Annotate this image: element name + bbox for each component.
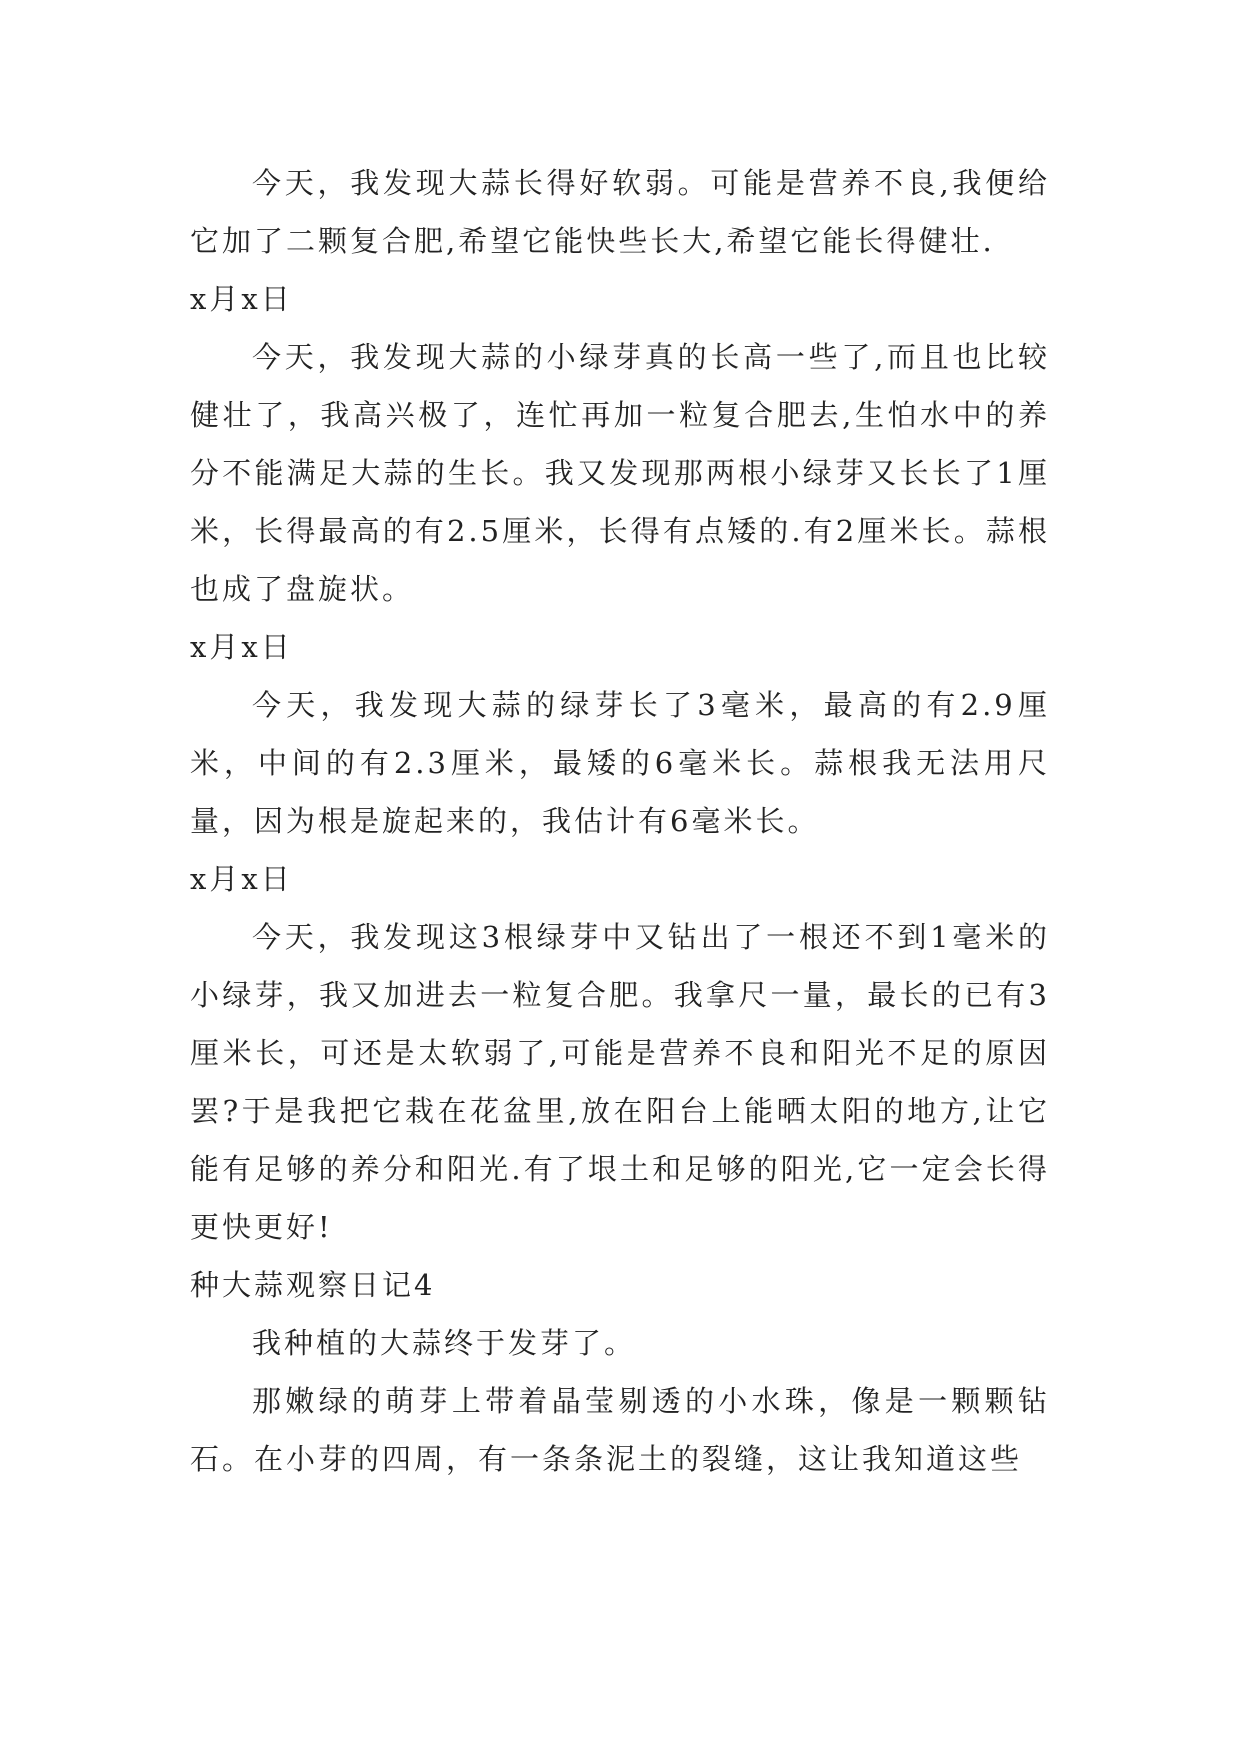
diary-date: x月x日 (190, 862, 293, 896)
paragraph-new-sprout: 今天，我发现这3根绿芽中又钻出了一根还不到1毫米的小绿芽，我又加进去一粒复合肥。我拿尺一量，最长的已有3厘米长，可还是太软弱了,可能是营养不良和阳光不足的原因罢?于是我把它栽在花盆里,放在阳台上能晒太阳的地方,让它能有足够的养分和阳光.有了垠土和足够的阳光,它一定会长得更快更好! (190, 920, 1050, 1244)
section-heading: 种大蒜观察日记4 (190, 1268, 436, 1302)
document-body (190, 154, 1050, 1488)
paragraph-sprouts-taller: 今天，我发现大蒜的小绿芽真的长高一些了,而且也比较健壮了，我高兴极了，连忙再加一粒复合肥去,生怕水中的养分不能满足大蒜的生长。我又发现那两根小绿芽又长长了1厘米，长得最高的有2.5厘米，长得有点矮的.有2厘米长。蒜根也成了盘旋状。 (190, 340, 1050, 606)
diary-date: x月x日 (190, 282, 293, 316)
diary-date: x月x日 (190, 630, 293, 664)
paragraph-weak-garlic: 今天，我发现大蒜长得好软弱。可能是营养不良,我便给它加了二颗复合肥,希望它能快些长大,希望它能长得健壮. (190, 166, 1050, 258)
paragraph-germinated: 我种植的大蒜终于发芽了。 (252, 1326, 637, 1360)
paragraph-measurements: 今天，我发现大蒜的绿芽长了3毫米，最高的有2.9厘米，中间的有2.3厘米，最矮的6毫米长。蒜根我无法用尺量，因为根是旋起来的，我估计有6毫米长。 (190, 688, 1050, 838)
paragraph-dewdrops: 那嫩绿的萌芽上带着晶莹剔透的小水珠，像是一颗颗钻石。在小芽的四周，有一条条泥土的裂缝，这让我知道这些 (190, 1384, 1050, 1476)
